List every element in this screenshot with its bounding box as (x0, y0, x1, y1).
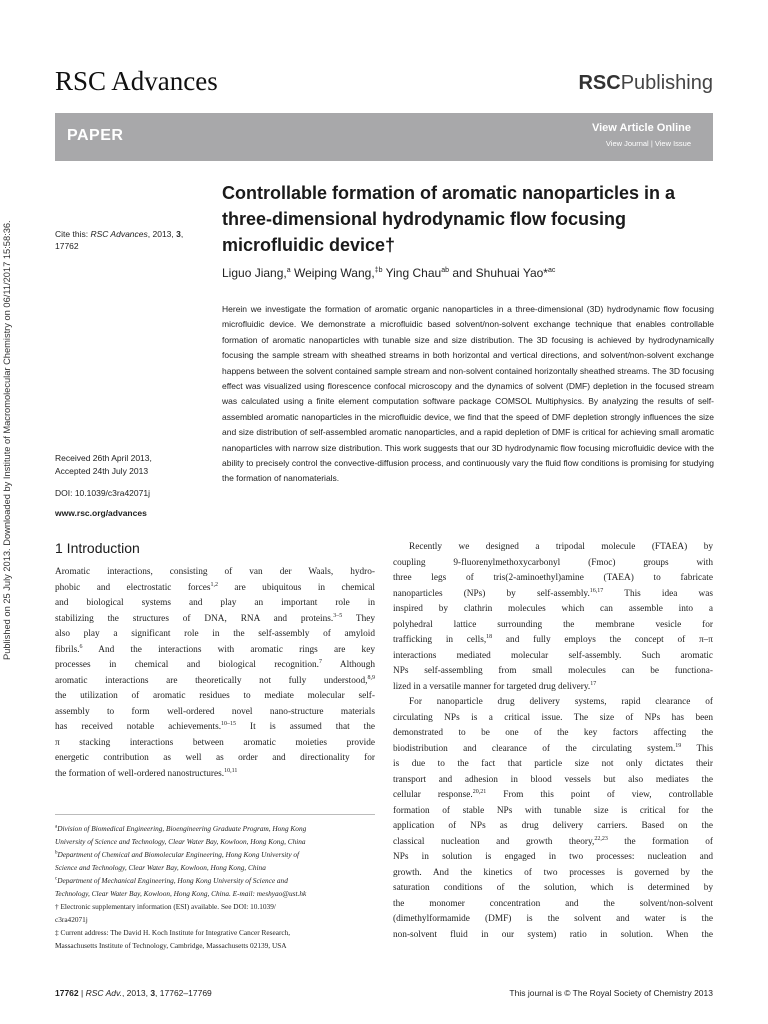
view-links: View Journal | View Issue (605, 139, 691, 148)
journal-title: RSC Advances (55, 66, 218, 96)
journal-website-link[interactable]: www.rsc.org/advances (55, 508, 147, 518)
footnote-divider (55, 814, 375, 815)
citation-info: Cite this: RSC Advances, 2013, 3, 17762 (55, 229, 184, 251)
article-type-label: PAPER (67, 127, 124, 144)
received-date: Received 26th April 2013, (55, 453, 152, 463)
article-title: Controllable formation of aromatic nanoparticles in a three-dimensional hydrodynamic flow focusing microfluidic device† (222, 183, 676, 255)
abstract: Herein we investigate the formation of aromatic organic nanoparticles in a three-dimensional (3D) hydrodynamic flow focusing microfluidic device. We demonstrate a microfluidic based solvent/non-solvent exchange technique that enables controllable formation of aromatic nanoparticles with tunable size and size distribution. The 3D focusing is achieved by hydrodynamically focusing the sample stream with sheathed streams in both horizontal and vertical directions, and solvent/non-solvent exchange happens between the solvent contained sample stream and non-solvent contained horizontally sheathed streams. The 3D focusing effect was visualized using florescence confocal microscopy and the dynamics of solvent (DMF) depletion in the focused stream was calculated using a finite element computation software package COMSOL Multiphysics. By analyzing the results of self-assembled aromatic nanoparticles in the microfluidic device, we find that the speed of DMF depletion strongly influences the size and size distribution of self-assembled aromatic nanoparticles, and a rapid depletion of DMF is critical for achieving small aromatic nanoparticles with narrow size distribution. This work suggests that our 3D hydrodynamic flow focusing microfluidic device with the ability to precisely control the convective-diffusion process, and continuously vary the fluid flow conditions is promising for studying the formation of nanomaterials. (222, 304, 714, 484)
copyright-notice: This journal is © The Royal Society of Chemistry 2013 (509, 988, 713, 998)
accepted-date: Accepted 24th July 2013 (55, 466, 149, 476)
publisher-logo: RSCPublishing (578, 72, 713, 94)
view-article-online-link[interactable]: View Article Online (591, 122, 691, 134)
download-note: Published on 25 July 2013. Downloaded by Institute of Macromolecular Chemistry on 06/11/2017 15:58:36. (2, 220, 12, 660)
view-journal-link[interactable]: View Journal (605, 139, 649, 148)
view-issue-link[interactable]: View Issue (654, 139, 691, 148)
page-footer-citation: 17762 | RSC Adv., 2013, 3, 17762–17769 (55, 988, 212, 998)
right-column-text: Recently we designed a tripodal molecule (FTAEA) by coupling 9-fluorenylmethoxycarbonyl (Fmoc) groups with three legs of tris(2-aminoethyl)amine (TAEA) to fabricate nanoparticles (NPs) by self-assembly.$^{16,17}$ This idea was inspired by clathrin molecules which can assemble into a polyhedral lattice surrounding the membrane vesicle for trafficking in cells,$^{18}$ and fully employs the concept of π–π interactions mediated molecular self-assembly. Such aromatic NPs self-assembling from small molecules can be functiona- lized in a versatile manner for targeted drug delivery.$^{17}$ For nanoparticle drug delivery systems, rapid clearance of circulating NPs is a critical issue. The size of NPs has been demonstrated to be one of the key factors affecting the biodistribution and clearance of the circulating system.$^{19}$ This is due to the fact that particle size not only dictates their transport and adhesion in blood vessels but also mediates the cellular response.$^{20,21}$ From this point of view, controllable formation of stable NPs with tunable size is critical for the application of NPs as drug delivery carriers. Based on the classical nucleation and growth theory,$^{22,23}$ the formation of NPs in solution is engaged in two processes: nucleation and growth. And the kinetics of two processes is governed by the saturation conditions of the solution, which is determined by the monomer concentration and the solvent/non-solvent (dimethylformamide (DMF) is the solvent and water is the non-solvent fluid in our system) ratio in solution. When the (393, 542, 713, 940)
paper-banner (55, 113, 713, 161)
doi: DOI: 10.1039/c3ra42071j (55, 488, 150, 498)
left-column-text: Aromatic interactions, consisting of van der Waals, hydro- phobic and electrostatic forces$^{1,2}$ are ubiquitous in chemical and biological systems and play an important role in stabilizing the structures of DNA, RNA and proteins.$^{3-5}$ They also play a significant role in the self-assembly of amyloid fibrils.$^6$ And the interactions with aromatic rings are key processes in chemical and biological recognition.$^7$ Although aromatic interactions are theoretically not fully understood,$^{8,9}$ the utilization of aromatic residues to mediate molecular self- assembly to form well-ordered novel nano-structure materials has received notable achievements.$^{10-15}$ It is assumed that the π stacking interactions between aromatic moieties provide energetic contribution as well as order and directionality for the formation of well-ordered nanostructures.$^{10,11}$ (55, 567, 376, 779)
footnotes: $^a$Division of Biomedical Engineering, Bioengineering Graduate Program, Hong Kong University of Science and Technology, Clear Water Bay, Kowloon, Hong Kong, China $^b$Department of Chemical and Biomolecular Engineering, Hong Kong University of Science and Technology, Clear Water Bay, Kowloon, Hong Kong, China $^c$Department of Mechanical Engineering, Hong Kong University of Science and Technology, Clear Water Bay, Kowloon, Hong Kong, China. E-mail: meshyao@ust.hk † Electronic supplementary information (ESI) available. See DOI: 10.1039/ c3ra42071j ‡ Current address: The David H. Koch Institute for Integrative Cancer Research, Massachusetts Institute of Technology, Cambridge, Massachusetts 02139, USA (55, 822, 375, 952)
section-heading: 1 Introduction (55, 540, 140, 556)
author-list: Liguo Jiang,$^a$ Weiping Wang,$^{\ddagger b}$ Ying Chau$^{ab}$ and Shuhuai Yao*$^{ac}$ (222, 266, 556, 280)
